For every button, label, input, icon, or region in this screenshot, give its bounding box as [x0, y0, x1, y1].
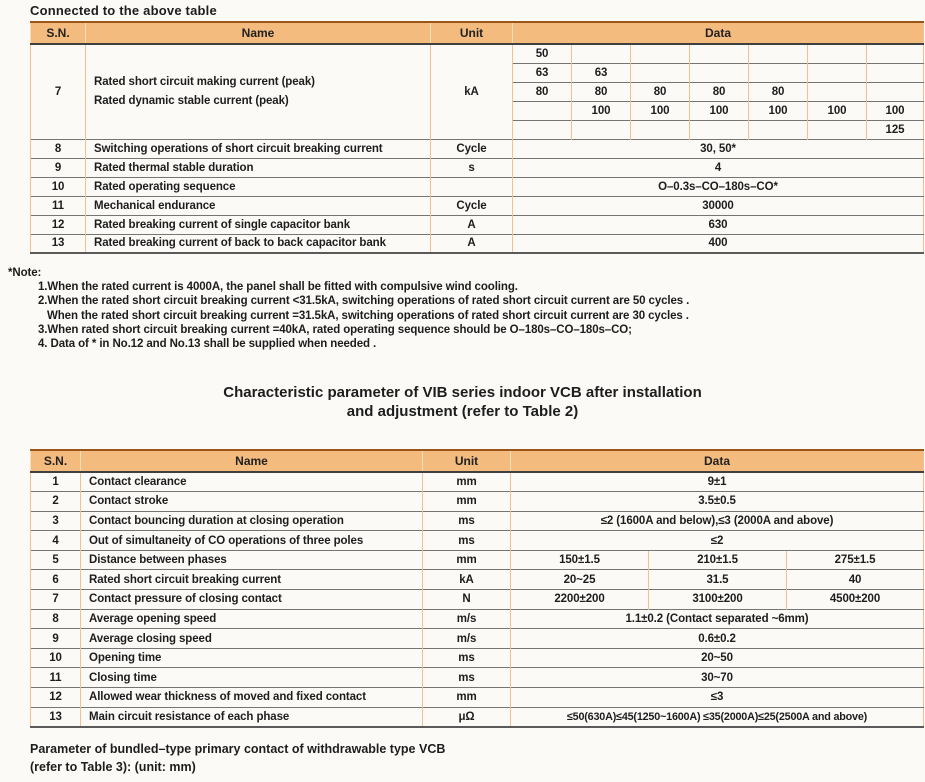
sn-cell: 2 [31, 492, 81, 512]
column-header-name: Name [81, 450, 423, 472]
ratings-continuation-table [30, 21, 924, 254]
data-cell: 9±1 [511, 472, 924, 492]
data-cell: 4 [513, 158, 924, 177]
column-header-sn: S.N. [31, 450, 81, 472]
data-cell [808, 82, 867, 101]
unit-cell: ms [423, 531, 511, 551]
sn-cell: 13 [31, 234, 86, 253]
unit-cell: N [423, 590, 511, 610]
name-cell: Contact pressure of closing contact [81, 590, 423, 610]
data-cell: 80 [631, 82, 690, 101]
data-cell: 30000 [513, 196, 924, 215]
data-cell [867, 82, 924, 101]
sn-cell: 7 [31, 590, 81, 610]
data-cell: 30, 50* [513, 139, 924, 158]
data-cell: 100 [749, 101, 808, 120]
sn-cell: 8 [31, 609, 81, 629]
unit-cell: A [431, 215, 513, 234]
table-row [31, 550, 924, 570]
sn-cell: 12 [31, 215, 86, 234]
top-table-caption: Connected to the above table [30, 3, 217, 18]
footer-line: (refer to Table 3): (unit: mm) [30, 760, 196, 774]
unit-cell: ms [423, 648, 511, 668]
table-row [31, 629, 924, 649]
data-cell: 20~50 [511, 648, 924, 668]
data-cell: 100 [867, 101, 924, 120]
table-row [31, 590, 924, 610]
name-line: Rated dynamic stable current (peak) [94, 94, 289, 107]
data-cell [749, 63, 808, 82]
data-cell: 63 [572, 63, 631, 82]
data-cell: 400 [513, 234, 924, 253]
data-cell [572, 44, 631, 63]
table-row [31, 648, 924, 668]
sn-cell: 4 [31, 531, 81, 551]
data-cell: ≤2 [511, 531, 924, 551]
name-cell: Average opening speed [81, 609, 423, 629]
note-line: When the rated short circuit breaking current =31.5kA, switching operations of rated short circuit current are 30 cycles . [47, 309, 689, 322]
data-cell [631, 120, 690, 139]
notes-block [8, 266, 918, 351]
note-line: 4. Data of * in No.12 and No.13 shall be supplied when needed . [38, 338, 377, 351]
data-cell: 63 [513, 63, 572, 82]
data-cell: 210±1.5 [649, 550, 787, 570]
data-cell [513, 101, 572, 120]
unit-cell: m/s [423, 609, 511, 629]
table-row [31, 511, 924, 531]
name-cell: Switching operations of short circuit breaking current [86, 139, 431, 158]
table-row [31, 570, 924, 590]
name-cell: Main circuit resistance of each phase [81, 707, 423, 727]
data-cell: 630 [513, 215, 924, 234]
unit-cell: kA [431, 44, 513, 139]
sn-cell: 9 [31, 158, 86, 177]
table-row [31, 609, 924, 629]
table-header-row [31, 22, 924, 44]
data-cell [690, 44, 749, 63]
data-cell: 4500±200 [787, 590, 924, 610]
data-cell: ≤50(630A)≤45(1250~1600A) ≤35(2000A)≤25(2500A and above) [511, 707, 924, 727]
column-header-sn: S.N. [31, 22, 86, 44]
sn-cell: 6 [31, 570, 81, 590]
title-line: Characteristic parameter of VIB series indoor VCB after installation [223, 384, 702, 401]
title-line: and adjustment (refer to Table 2) [346, 403, 579, 420]
name-cell: Contact bouncing duration at closing operation [81, 511, 423, 531]
table-row [31, 688, 924, 708]
unit-cell: kA [423, 570, 511, 590]
table-row [31, 215, 924, 234]
column-header-name: Name [86, 22, 431, 44]
data-cell [867, 44, 924, 63]
sn-cell: 12 [31, 688, 81, 708]
note-line: 3.When rated short circuit breaking current =40kA, rated operating sequence should be O–180s–CO–180s–CO; [38, 323, 632, 336]
note-line: 1.When the rated current is 4000A, the panel shall be fitted with compulsive wind cooling. [38, 281, 518, 294]
data-cell: 275±1.5 [787, 550, 924, 570]
name-cell: Average closing speed [81, 629, 423, 649]
data-cell: 100 [808, 101, 867, 120]
name-cell: Distance between phases [81, 550, 423, 570]
name-cell: Contact clearance [81, 472, 423, 492]
data-cell [631, 44, 690, 63]
name-cell: Closing time [81, 668, 423, 688]
table-row [31, 234, 924, 253]
column-header-data: Data [513, 22, 924, 44]
data-cell [572, 120, 631, 139]
characteristic-parameter-table [30, 449, 924, 728]
table2-title [0, 383, 925, 421]
name-cell: Rated short circuit breaking current [81, 570, 423, 590]
table-row [31, 707, 924, 727]
data-cell: 50 [513, 44, 572, 63]
table-row [31, 531, 924, 551]
table-row [31, 472, 924, 492]
data-cell [631, 63, 690, 82]
table-row [31, 196, 924, 215]
table-row [31, 177, 924, 196]
unit-cell: mm [423, 550, 511, 570]
data-cell: 125 [867, 120, 924, 139]
unit-cell: A [431, 234, 513, 253]
data-cell: 100 [572, 101, 631, 120]
table-row [31, 44, 924, 63]
note-line: 2.When the rated short circuit breaking current <31.5kA, switching operations of rated short circuit current are 50 cycles . [38, 295, 690, 308]
data-cell: 20~25 [511, 570, 649, 590]
unit-cell: mm [423, 688, 511, 708]
data-cell [690, 120, 749, 139]
data-cell: 30~70 [511, 668, 924, 688]
unit-cell: ms [423, 511, 511, 531]
sn-cell: 8 [31, 139, 86, 158]
name-cell: Rated thermal stable duration [86, 158, 431, 177]
name-cell: Rated breaking current of single capacitor bank [86, 215, 431, 234]
unit-cell: s [431, 158, 513, 177]
name-cell: Allowed wear thickness of moved and fixed contact [81, 688, 423, 708]
data-cell: 3.5±0.5 [511, 492, 924, 512]
data-cell: 2200±200 [511, 590, 649, 610]
name-cell: Rated operating sequence [86, 177, 431, 196]
data-cell: ≤2 (1600A and below),≤3 (2000A and above) [511, 511, 924, 531]
footer-line: Parameter of bundled–type primary contact of withdrawable type VCB [30, 742, 446, 756]
name-line: Rated short circuit making current (peak) [94, 75, 315, 88]
data-cell: 100 [690, 101, 749, 120]
sn-cell: 5 [31, 550, 81, 570]
unit-cell: mm [423, 472, 511, 492]
data-cell: 80 [513, 82, 572, 101]
column-header-unit: Unit [423, 450, 511, 472]
unit-cell: Cycle [431, 139, 513, 158]
unit-cell: m/s [423, 629, 511, 649]
data-cell: 31.5 [649, 570, 787, 590]
name-cell: Mechanical endurance [86, 196, 431, 215]
data-cell: 1.1±0.2 (Contact separated ~6mm) [511, 609, 924, 629]
data-cell [749, 44, 808, 63]
name-cell: Contact stroke [81, 492, 423, 512]
table-row [31, 668, 924, 688]
unit-cell: ms [423, 668, 511, 688]
column-header-unit: Unit [431, 22, 513, 44]
data-cell [513, 120, 572, 139]
column-header-data: Data [511, 450, 924, 472]
note-label: *Note: [8, 267, 42, 279]
unit-cell: Cycle [431, 196, 513, 215]
data-cell: 150±1.5 [511, 550, 649, 570]
unit-cell: mm [423, 492, 511, 512]
data-cell: 80 [572, 82, 631, 101]
unit-cell [431, 177, 513, 196]
sn-cell: 7 [31, 44, 86, 139]
name-cell [86, 44, 431, 139]
sn-cell: 10 [31, 648, 81, 668]
data-cell [808, 63, 867, 82]
sn-cell: 11 [31, 196, 86, 215]
data-cell: 100 [631, 101, 690, 120]
table-row [31, 158, 924, 177]
data-cell [808, 120, 867, 139]
sn-cell: 13 [31, 707, 81, 727]
sn-cell: 3 [31, 511, 81, 531]
data-cell [690, 63, 749, 82]
data-cell: 0.6±0.2 [511, 629, 924, 649]
data-cell: 80 [690, 82, 749, 101]
data-cell: 3100±200 [649, 590, 787, 610]
footer-caption [30, 740, 445, 776]
table-row [31, 139, 924, 158]
sn-cell: 10 [31, 177, 86, 196]
sn-cell: 9 [31, 629, 81, 649]
data-cell [808, 44, 867, 63]
data-cell: ≤3 [511, 688, 924, 708]
sn-cell: 11 [31, 668, 81, 688]
data-cell [749, 120, 808, 139]
name-cell: Rated breaking current of back to back capacitor bank [86, 234, 431, 253]
unit-cell: μΩ [423, 707, 511, 727]
table-header-row [31, 450, 924, 472]
sn-cell: 1 [31, 472, 81, 492]
table-row [31, 492, 924, 512]
data-cell: 80 [749, 82, 808, 101]
name-cell: Opening time [81, 648, 423, 668]
data-cell [867, 63, 924, 82]
data-cell: O–0.3s–CO–180s–CO* [513, 177, 924, 196]
data-cell: 40 [787, 570, 924, 590]
name-cell: Out of simultaneity of CO operations of three poles [81, 531, 423, 551]
